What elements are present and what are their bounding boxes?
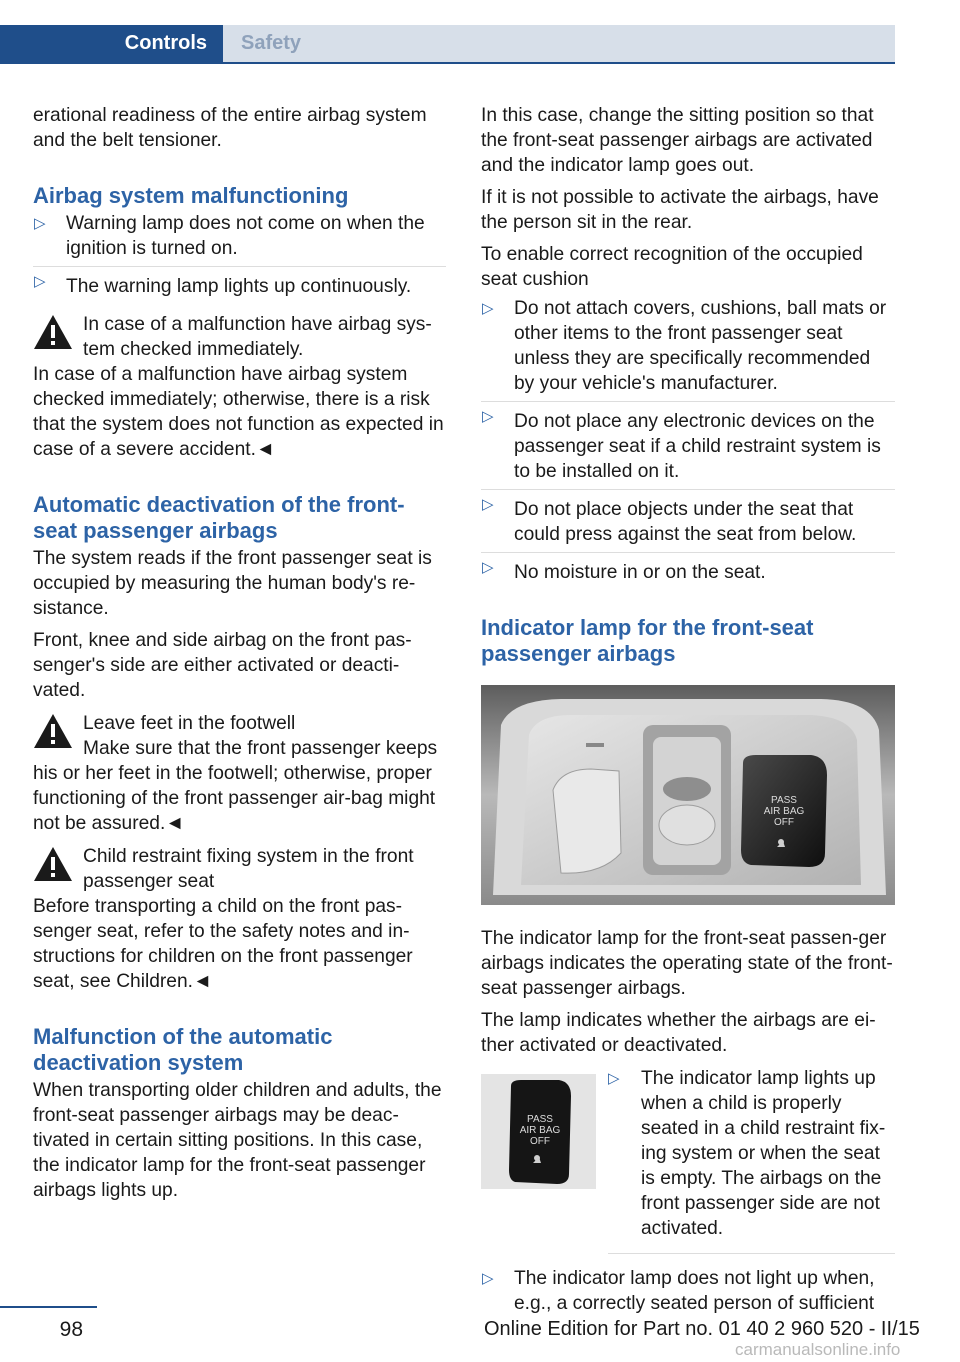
warning-triangle-icon: [33, 314, 73, 350]
list-item: ▷ The indicator lamp does not light up when, e.g., a correctly seated person of sufficient: [482, 1268, 875, 1314]
warning-body: In case of a malfunction have airbag system checked immediately; otherwise, there is a risk that the system does not function as expected in case of a severe accident.◄: [33, 364, 444, 460]
paragraph: Front, knee and side airbag on the front pas-senger's side are either activated or deacti-vated.: [33, 630, 412, 701]
right-column: [481, 103, 895, 1323]
triangle-bullet-icon: ▷: [482, 559, 494, 576]
photo-label-pass: PASS: [771, 795, 797, 806]
triangle-bullet-icon: ▷: [34, 273, 46, 290]
photo-label-airbag: AIR BAG: [763, 806, 805, 817]
section-tabs: [0, 25, 895, 64]
heading-malfunction-auto-deactivation: Malfunction of the automatic deactivation system: [33, 1024, 333, 1075]
triangle-bullet-icon: ▷: [608, 1070, 620, 1087]
footer-rule: [0, 1306, 97, 1308]
list-item: ▷ Do not place any electronic devices on the passenger seat if a child restraint system is to be installed on it.: [481, 404, 895, 490]
indicator-list: [481, 1266, 895, 1321]
triangle-bullet-icon: ▷: [482, 496, 494, 513]
page-number: 98: [59, 1318, 83, 1341]
thumb-label-pass: PASS: [527, 1114, 553, 1125]
triangle-bullet-icon: ▷: [482, 408, 494, 425]
indicator-item-with-image: [481, 1066, 895, 1262]
list-item: ▷ The warning lamp lights up continuously.: [33, 269, 446, 304]
warning-note: [33, 312, 446, 362]
malfunction-list: [33, 211, 446, 304]
airbag-off-lamp-image: [481, 1074, 596, 1189]
list-item: ▷ Do not place objects under the seat that could press against the seat from below.: [481, 492, 895, 553]
tab-safety[interactable]: Safety: [223, 25, 895, 62]
cushion-list: [481, 296, 895, 590]
list-item: ▷ Warning lamp does not come on when the ignition is turned on.: [33, 211, 446, 267]
paragraph: If it is not possible to activate the airbags, have the person sit in the rear.: [481, 187, 879, 233]
warning-lead: In case of a malfunction have airbag sys-tem checked immediately.: [83, 314, 432, 360]
warning-lead: Child restraint fixing system in the front passenger seat: [83, 846, 414, 892]
triangle-bullet-icon: ▷: [482, 300, 494, 317]
warning-body: Before transporting a child on the front pas-senger seat, refer to the safety notes and in-structions for children on the front passenger seat, see Children.◄: [33, 896, 413, 992]
paragraph: When transporting older children and adults, the front-seat passenger airbags may be deac-tivated in certain sitting positions. In this case, the indicator lamp for the front-seat passenger airbags lights up.: [33, 1080, 442, 1201]
warning-triangle-icon: [33, 713, 73, 749]
thumb-label-off: OFF: [530, 1136, 550, 1147]
warning-note: [33, 844, 446, 894]
warning-triangle-icon: [33, 846, 73, 882]
watermark: carmanualsonline.info: [735, 1340, 901, 1359]
edition-text: Online Edition for Part no. 01 40 2 960 520 - II/15: [484, 1318, 920, 1340]
triangle-bullet-icon: ▷: [482, 1270, 494, 1287]
paragraph: The indicator lamp for the front-seat passen-ger airbags indicates the operating state of the front-seat passenger airbags.: [481, 928, 893, 999]
list-item: ▷ No moisture in or on the seat.: [481, 555, 895, 590]
indicator-lamp-photo: [481, 685, 895, 905]
heading-auto-deactivation: Automatic deactivation of the front-seat passenger airbags: [33, 492, 405, 543]
list-item: ▷ Do not attach covers, cushions, ball mats or other items to the front passenger seat unless they are specifically recommended by your vehicle's manufacturer.: [481, 296, 895, 402]
warning-body: Make sure that the front passenger keeps his or her feet in the footwell; otherwise, proper functioning of the front passenger air-bag might not be assured.◄: [33, 738, 438, 834]
thumb-label-airbag: AIR BAG: [519, 1125, 561, 1136]
paragraph: In this case, change the sitting position so that the front-seat passenger airbags are activated and the indicator lamp goes out.: [481, 105, 874, 176]
paragraph: To enable correct recognition of the occupied seat cushion: [481, 244, 863, 290]
heading-airbag-malfunction: Airbag system malfunctioning: [33, 183, 349, 208]
warning-lead: Leave feet in the footwell: [83, 713, 296, 734]
paragraph: The system reads if the front passenger seat is occupied by measuring the human body's re-sistance.: [33, 548, 432, 619]
list-item: ▷ The indicator lamp lights up when a child is properly seated in a child restraint fix-ing system or when the seat is empty. The airbags on the front passenger side are not activated.: [608, 1068, 886, 1239]
photo-label-off: OFF: [774, 817, 794, 828]
intro-text: erational readiness of the entire airbag system and the belt tensioner.: [33, 105, 427, 151]
paragraph: The lamp indicates whether the airbags are ei-ther activated or deactivated.: [481, 1010, 876, 1056]
left-column: [33, 103, 446, 1210]
heading-indicator-lamp: Indicator lamp for the front-seat passenger airbags: [481, 615, 814, 666]
triangle-bullet-icon: ▷: [34, 215, 46, 232]
tab-controls[interactable]: Controls: [0, 25, 223, 62]
warning-note: [33, 711, 446, 753]
